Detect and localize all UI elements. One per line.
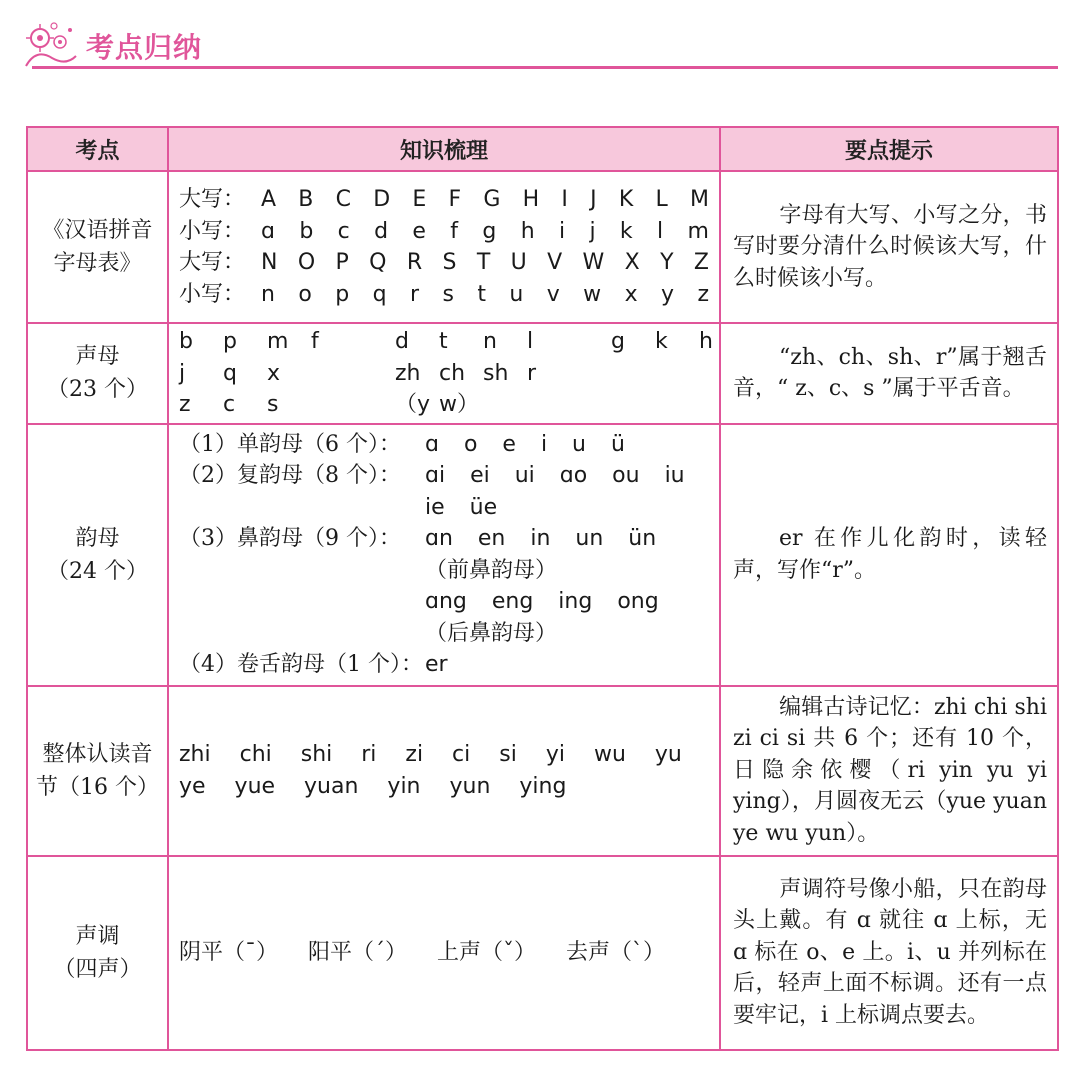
letter: h: [520, 218, 535, 244]
initials-point: [27, 323, 168, 424]
syllables-tip: [720, 686, 1058, 856]
initial: x: [267, 360, 281, 386]
initial: zh: [395, 360, 421, 386]
letter: P: [335, 250, 349, 275]
finals-item: （4）卷舌韵母（1 个）：er: [179, 652, 448, 677]
initial: w）: [439, 392, 479, 417]
initial: [355, 326, 395, 358]
initial: j: [179, 360, 186, 386]
letter: Q: [369, 250, 387, 275]
finals-knowledge: [168, 424, 720, 686]
initial: l: [527, 329, 534, 354]
syllables-point-title: 整体认读音: [42, 741, 153, 767]
initial: s: [267, 392, 279, 417]
table-header-row: [27, 127, 1058, 171]
initial: g: [611, 329, 625, 354]
alphabet-knowledge: [168, 171, 720, 323]
initial: c: [223, 392, 236, 417]
initial: ch: [439, 360, 466, 386]
finals-tip: [720, 424, 1058, 686]
letter: d: [374, 218, 389, 244]
initial: r: [527, 360, 537, 386]
alphabet-letters: [261, 184, 709, 216]
initials-grid: [179, 326, 713, 421]
letter: i: [558, 218, 566, 244]
finals-item-note: （后鼻韵母）: [425, 620, 558, 646]
tones-knowledge: [168, 856, 720, 1050]
finals-item: （1）单韵母（6 个）： ɑ o e i u ü: [179, 431, 625, 457]
initial: n: [483, 329, 497, 354]
letter: p: [335, 281, 350, 307]
initial: b: [179, 329, 193, 354]
syllables-line: ye yue yuan yin yun ying: [179, 773, 567, 799]
initial: t: [439, 329, 448, 354]
initial: k: [655, 329, 668, 354]
letter: C: [335, 187, 351, 212]
table-row: [27, 686, 1058, 856]
letter: x: [624, 281, 638, 307]
alphabet-row: [179, 216, 709, 248]
initial: [611, 389, 655, 421]
letter: D: [373, 187, 391, 212]
initial: q: [223, 360, 237, 386]
initial: （y: [395, 392, 431, 417]
letter: R: [406, 250, 423, 275]
initial: [571, 358, 611, 390]
letter: X: [624, 250, 640, 275]
finals-item: （2）复韵母（8 个）： ɑi ei ui ɑo ou iu: [179, 463, 685, 488]
letter: H: [522, 187, 540, 212]
table-row: [27, 856, 1058, 1050]
initial: [355, 358, 395, 390]
letter: F: [448, 187, 462, 212]
letter: v: [546, 281, 560, 307]
header-rule: [32, 66, 1058, 69]
letter: m: [687, 218, 709, 244]
alphabet-letters: [261, 247, 709, 279]
initial: [311, 389, 355, 421]
letter: Y: [660, 250, 674, 275]
alphabet-row-label: 大写：: [179, 250, 246, 275]
letter: ɑ: [261, 218, 275, 244]
table-row: [27, 171, 1058, 323]
initial: [527, 389, 571, 421]
finals-item: （3）鼻韵母（9 个）： ɑn en in un ün: [179, 526, 657, 551]
syllables-tip-text: 编辑古诗记忆：zhi chi shi zi ci si 共 6 个；还有 10 个，日隐余依樱（ri yin yu yi ying），月圆夜无云（yue yuan ye wu yun）。: [733, 694, 1047, 846]
initial: [655, 358, 699, 390]
letter: B: [298, 187, 314, 212]
letter: c: [337, 218, 350, 244]
syllables-point-count: 节（16 个）: [36, 774, 159, 800]
tones-point-count: （四声）: [53, 956, 142, 982]
alphabet-row: [179, 247, 709, 279]
header-tip: 要点提示: [720, 127, 1058, 171]
tone-shangsheng: 上声（ˇ）: [437, 939, 537, 965]
syllables-point: [27, 686, 168, 856]
tone-yangping: 阳平（ˊ）: [308, 939, 408, 965]
letter: G: [483, 187, 501, 212]
letter: u: [509, 281, 524, 307]
initial: m: [267, 329, 289, 354]
flower-icon: [22, 18, 78, 68]
finals-point: [27, 424, 168, 686]
letter: O: [297, 250, 316, 275]
initial: h: [699, 329, 713, 354]
letter: t: [477, 281, 486, 307]
header-point: 考点: [27, 127, 168, 171]
table-row: [27, 424, 1058, 686]
alphabet-tip: [720, 171, 1058, 323]
letter: s: [442, 281, 454, 307]
letter: S: [442, 250, 457, 275]
letter: E: [412, 187, 427, 212]
letter: q: [372, 281, 387, 307]
tones-tip-text: 声调符号像小船，只在韵母头上戴。有 ɑ 就往 ɑ 上标，无 ɑ 标在 o、e 上。i、u 并列标在后，轻声上面不标调。还有一点要牢记，i 上标调点要去。: [733, 876, 1047, 1028]
letter: N: [261, 250, 278, 275]
initials-row: [179, 389, 709, 421]
letter: L: [655, 187, 668, 212]
letter: I: [561, 187, 568, 212]
initials-row: [179, 358, 709, 390]
letter: b: [299, 218, 314, 244]
letter: z: [697, 281, 709, 307]
letter: r: [409, 281, 420, 307]
finals-item-continuation: ɑng eng ing ong: [425, 589, 659, 614]
alphabet-row: [179, 184, 709, 216]
initials-point-title: 声母: [75, 344, 120, 370]
section-header: [22, 14, 1058, 72]
letter: n: [261, 281, 275, 307]
initial: [311, 358, 355, 390]
syllables-knowledge: [168, 686, 720, 856]
letter: w: [583, 281, 602, 307]
alphabet-row-label: 小写：: [179, 281, 246, 307]
initials-tip: [720, 323, 1058, 424]
initial: z: [179, 392, 191, 417]
letter: T: [476, 250, 491, 275]
initial: [611, 358, 655, 390]
letter: A: [261, 187, 277, 212]
initials-point-count: （23 个）: [47, 377, 148, 403]
alphabet-row-label: 小写：: [179, 218, 246, 244]
header-knowledge: 知识梳理: [168, 127, 720, 171]
letter: l: [657, 218, 664, 244]
initials-knowledge: [168, 323, 720, 424]
letter: K: [618, 187, 634, 212]
letter: J: [590, 187, 597, 212]
letter: k: [619, 218, 633, 244]
finals-point-count: （24 个）: [47, 558, 148, 584]
letter: U: [510, 250, 527, 275]
finals-item-note: （前鼻韵母）: [425, 557, 558, 583]
letter: Z: [693, 250, 709, 275]
letter: y: [661, 281, 675, 307]
alphabet-rows: [179, 184, 709, 310]
initial: p: [223, 329, 237, 354]
alphabet-letters: [261, 216, 709, 248]
finals-tip-text: er 在作儿化韵时，读轻声，写作“r”。: [733, 526, 1047, 583]
letter: f: [450, 218, 459, 244]
alphabet-row: [179, 279, 709, 311]
letter: V: [547, 250, 563, 275]
initial: [483, 389, 527, 421]
letter: e: [412, 218, 426, 244]
alphabet-row-label: 大写：: [179, 187, 246, 212]
syllables-line: zhi chi shi ri zi ci si yi wu yu: [179, 742, 682, 767]
table-row: [27, 323, 1058, 424]
tones-list: [179, 937, 709, 969]
initial: [571, 389, 611, 421]
initial: sh: [483, 360, 509, 386]
letter: o: [298, 281, 312, 307]
initial: [571, 326, 611, 358]
initial: [655, 389, 699, 421]
tones-point: [27, 856, 168, 1050]
alphabet-point: 《汉语拼音字母表》: [27, 171, 168, 323]
initials-tip-text: “zh、ch、sh、r”属于翘舌音，“ z、c、s ”属于平舌音。: [733, 344, 1047, 402]
tone-yinping: 阴平（ˉ）: [179, 939, 279, 965]
letter: j: [589, 218, 596, 244]
tone-qusheng: 去声（ˋ）: [566, 939, 666, 965]
alphabet-letters: [261, 279, 709, 311]
initials-row: [179, 326, 713, 358]
initial: [355, 389, 395, 421]
initial: f: [311, 329, 319, 354]
alphabet-tip-text: 字母有大写、小写之分，书写时要分清什么时候该大写，什么时候该小写。: [733, 202, 1047, 291]
letter: g: [482, 218, 497, 244]
knowledge-table: [26, 126, 1059, 1051]
page-title: 考点归纳: [86, 31, 203, 64]
tones-tip: [720, 856, 1058, 1050]
letter: W: [582, 250, 605, 275]
letter: M: [689, 187, 709, 212]
finals-item-continuation: ie üe: [425, 494, 498, 520]
tones-point-title: 声调: [75, 923, 120, 949]
initial: d: [395, 329, 409, 354]
finals-point-title: 韵母: [75, 525, 120, 551]
